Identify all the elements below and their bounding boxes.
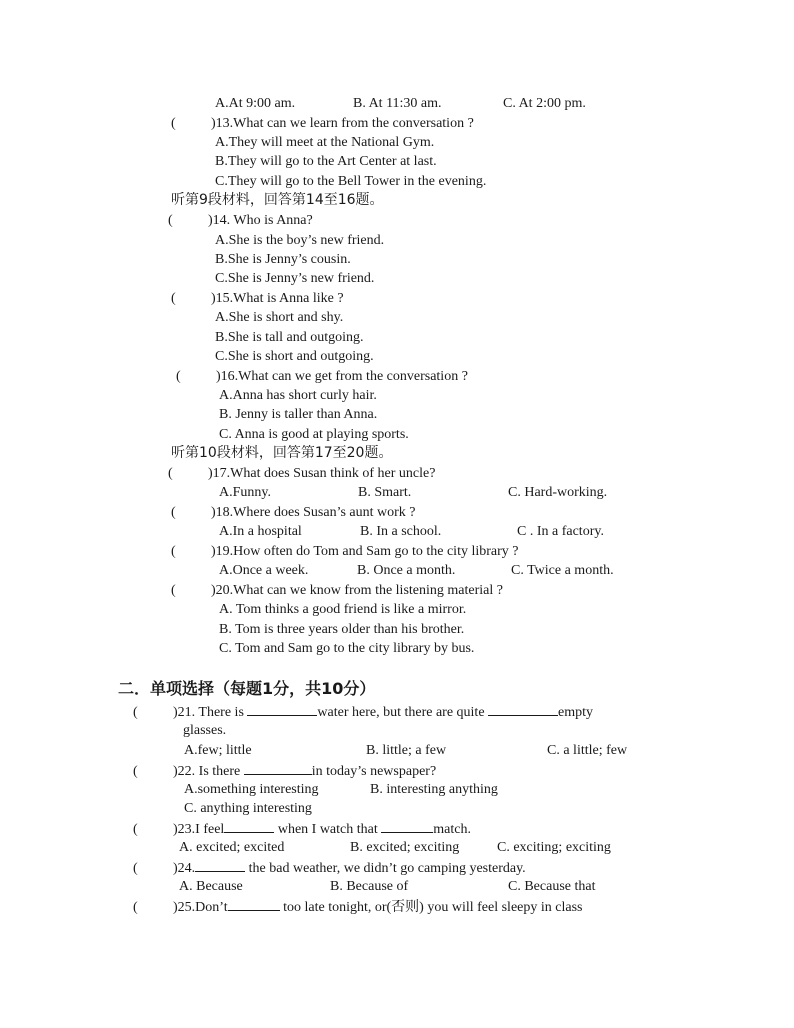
question-text: What can we learn from the conversation ?: [233, 116, 474, 131]
q12-options: [215, 94, 586, 113]
question-text: What can we know from the listening material ?: [233, 583, 503, 598]
q21-stem-continued: glasses.: [183, 723, 227, 738]
q20-option-b: B. Tom is three years older than his brother.: [219, 622, 465, 637]
question-text-b: too late tonight, or(否则) you will feel sleepy in class: [279, 900, 583, 915]
answer-paren[interactable]: (: [176, 369, 181, 384]
q16-option-a: A.Anna has short curly hair.: [219, 388, 377, 403]
q20-stem: [171, 581, 503, 600]
q23-options: [179, 838, 611, 857]
q24-option-a: A. Because: [179, 879, 243, 894]
question-number: )16.: [216, 369, 239, 384]
q22-option-b: B. interesting anything: [370, 782, 498, 797]
question-number: )13.: [211, 116, 234, 131]
answer-paren[interactable]: (: [133, 861, 138, 876]
q13-option-c: C.They will go to the Bell Tower in the evening.: [215, 174, 487, 189]
question-text-b: water here, but there are quite: [317, 705, 489, 720]
question-text: Where does Susan’s aunt work ?: [233, 505, 416, 520]
q17-option-c: C. Hard-working.: [508, 485, 608, 500]
q21-option-a: A.few; little: [184, 743, 252, 758]
question-number: )24.: [173, 861, 196, 876]
q17-options: [219, 483, 607, 502]
q22-options: [184, 780, 498, 799]
q19-option-b: B. Once a month.: [357, 563, 456, 578]
answer-blank[interactable]: [381, 819, 433, 833]
answer-paren[interactable]: (: [171, 291, 176, 306]
answer-blank[interactable]: [195, 858, 245, 872]
q12-option-c: C. At 2:00 pm.: [503, 96, 586, 111]
q24-option-c: C. Because that: [508, 879, 596, 894]
question-text: What is Anna like ?: [233, 291, 344, 306]
question-text-c: match.: [433, 822, 471, 837]
question-text-c: empty: [558, 705, 594, 720]
answer-paren[interactable]: (: [171, 544, 176, 559]
q19-stem: [171, 542, 519, 561]
answer-paren[interactable]: (: [171, 116, 176, 131]
q18-options: [219, 522, 604, 541]
section-heading-9: 听第9段材料，回答第14至16题。: [171, 192, 384, 208]
question-number: )15.: [211, 291, 234, 306]
q17-option-b: B. Smart.: [358, 485, 412, 500]
q13-stem: [171, 114, 474, 133]
question-number: )25.: [173, 900, 196, 915]
q21-options: [184, 741, 627, 760]
q15-stem: [171, 289, 344, 308]
q15-option-b: B.She is tall and outgoing.: [215, 330, 364, 345]
q14-option-c: C.She is Jenny’s new friend.: [215, 271, 375, 286]
question-number: )21.: [173, 705, 196, 720]
q24-option-b: B. Because of: [330, 879, 409, 894]
question-number: )23.: [173, 822, 196, 837]
q16-option-c: C. Anna is good at playing sports.: [219, 427, 409, 442]
q14-stem: [168, 211, 313, 230]
q21-stem: [133, 702, 593, 722]
q12-option-a: A.At 9:00 am.: [215, 96, 296, 111]
answer-paren[interactable]: (: [171, 505, 176, 520]
q14-option-b: B.She is Jenny’s cousin.: [215, 252, 351, 267]
q22-option-c: C. anything interesting: [184, 801, 312, 816]
section-heading-10: 听第10段材料，回答第17至20题。: [171, 445, 393, 461]
q13-option-a: A.They will meet at the National Gym.: [215, 135, 435, 150]
q17-stem: [168, 464, 435, 483]
q15-option-c: C.She is short and outgoing.: [215, 349, 374, 364]
question-text-b: the bad weather, we didn’t go camping yesterday.: [245, 861, 526, 876]
q22-stem: [133, 761, 436, 781]
answer-blank[interactable]: [488, 702, 558, 716]
question-text: Who is Anna?: [230, 213, 313, 228]
q24-options: [179, 877, 595, 896]
q18-option-c: C . In a factory.: [517, 524, 604, 539]
answer-paren[interactable]: (: [168, 213, 173, 228]
answer-blank[interactable]: [228, 897, 280, 911]
question-number: )19.: [211, 544, 234, 559]
q18-option-b: B. In a school.: [360, 524, 442, 539]
question-text-a: Don’t: [195, 900, 228, 915]
answer-paren[interactable]: (: [171, 583, 176, 598]
q16-option-b: B. Jenny is taller than Anna.: [219, 407, 378, 422]
question-number: )17.: [208, 466, 231, 481]
q16-stem: [176, 367, 468, 386]
question-text-a: There is: [195, 705, 248, 720]
answer-paren[interactable]: (: [133, 900, 138, 915]
answer-paren[interactable]: (: [133, 764, 138, 779]
question-number: )18.: [211, 505, 234, 520]
q20-option-c: C. Tom and Sam go to the city library by bus.: [219, 641, 475, 656]
q19-options: [219, 561, 614, 580]
q19-option-a: A.Once a week.: [219, 563, 309, 578]
question-text-a: I feel: [195, 822, 225, 837]
answer-paren[interactable]: (: [133, 705, 138, 720]
q25-stem: [133, 897, 582, 917]
question-text: How often do Tom and Sam go to the city library ?: [233, 544, 519, 559]
q23-option-c: C. exciting; exciting: [497, 840, 611, 855]
q14-option-a: A.She is the boy’s new friend.: [215, 233, 385, 248]
q20-option-a: A. Tom thinks a good friend is like a mirror.: [219, 602, 467, 617]
question-number: )14.: [208, 213, 231, 228]
q24-stem: [133, 858, 526, 878]
q12-option-b: B. At 11:30 am.: [353, 96, 442, 111]
question-text-a: Is there: [195, 764, 244, 779]
q21-option-b: B. little; a few: [366, 743, 447, 758]
q23-option-b: B. excited; exciting: [350, 840, 460, 855]
question-text-b: when I watch that: [274, 822, 382, 837]
section-2-title: 二．单项选择（每题1分，共10分）: [118, 679, 376, 698]
q18-stem: [171, 503, 416, 522]
answer-blank[interactable]: [247, 702, 317, 716]
answer-blank[interactable]: [244, 761, 312, 775]
q13-option-b: B.They will go to the Art Center at last.: [215, 154, 437, 169]
q23-stem: [133, 819, 471, 839]
q17-option-a: A.Funny.: [219, 485, 271, 500]
q18-option-a: A.In a hospital: [219, 524, 302, 539]
question-text: What does Susan think of her uncle?: [230, 466, 436, 481]
answer-paren[interactable]: (: [133, 822, 138, 837]
q19-option-c: C. Twice a month.: [511, 563, 614, 578]
q21-option-c: C. a little; few: [547, 743, 628, 758]
answer-blank[interactable]: [224, 819, 274, 833]
question-text: What can we get from the conversation ?: [238, 369, 468, 384]
question-text-b: in today’s newspaper?: [311, 764, 437, 779]
question-number: )20.: [211, 583, 234, 598]
q15-option-a: A.She is short and shy.: [215, 310, 344, 325]
question-number: )22.: [173, 764, 196, 779]
q22-option-a: A.something interesting: [184, 782, 319, 797]
q23-option-a: A. excited; excited: [179, 840, 285, 855]
answer-paren[interactable]: (: [168, 466, 173, 481]
